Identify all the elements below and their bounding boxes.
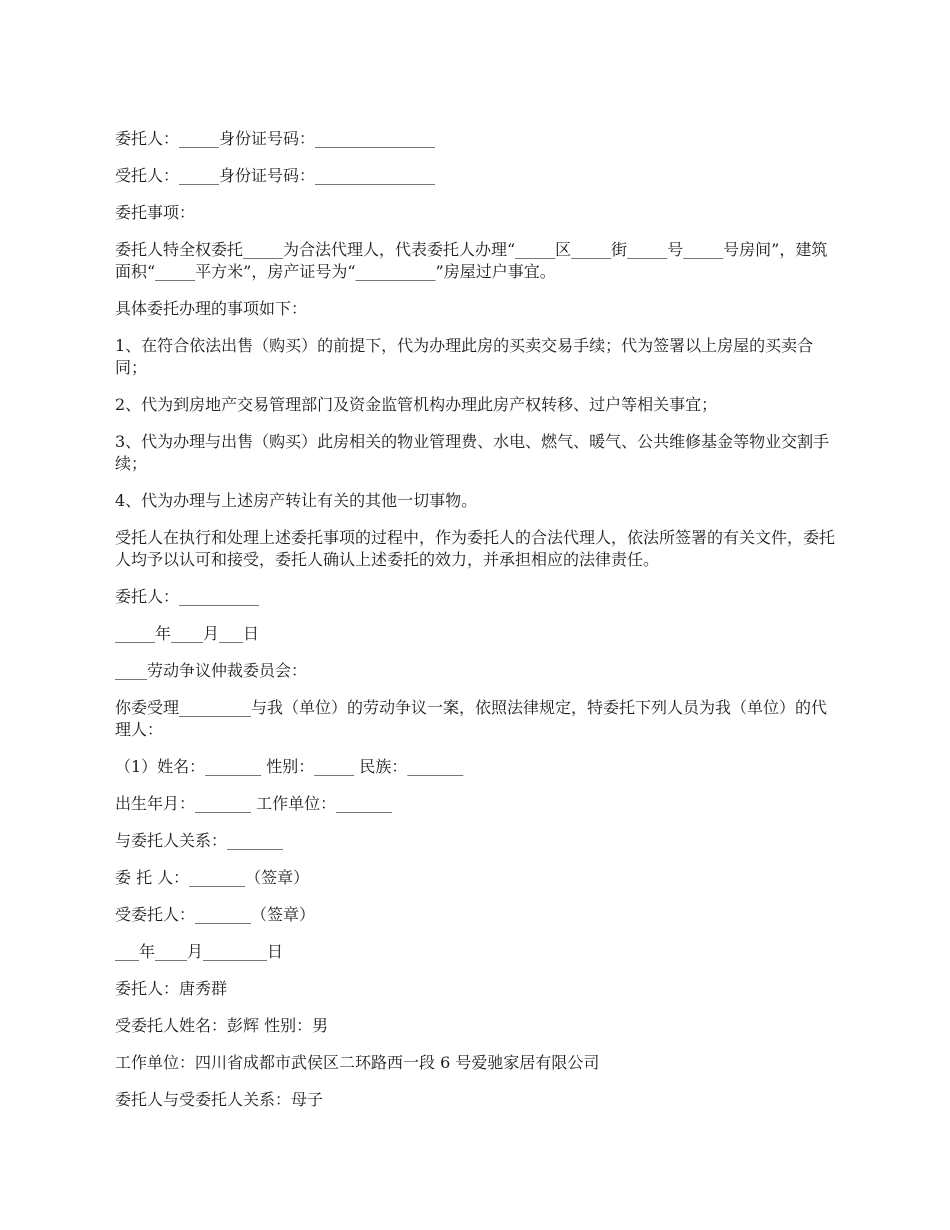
agent-birth-work-line: 出生年月：_______ 工作单位：_______ — [115, 794, 393, 813]
arbitration-paragraph: 你委受理_________与我（单位）的劳动争议一案，依照法律规定，特委托下列人员为我（单位）的代理人： — [115, 698, 828, 739]
legal-effect-paragraph: 受托人在执行和处理上述委托事项的过程中，作为委托人的合法代理人，依法所签署的有关文件，委托人均予以认可和接受，委托人确认上述委托的效力，并承担相应的法律责任。 — [115, 528, 836, 569]
matter-item-4: 4、代为办理与上述房产转让有关的其他一切事物。 — [115, 491, 478, 510]
document-body — [115, 128, 835, 1126]
agent-name-gender-line: 受委托人姓名：彭辉 性别：男 — [115, 1016, 329, 1035]
agent-workplace-line: 工作单位：四川省成都市武侯区二环路西一段 6 号爱驰家居有限公司 — [115, 1053, 600, 1072]
principal-seal-line: 委 托 人：_______（签章） — [115, 868, 310, 887]
principal-agent-relation-line: 委托人与受委托人关系：母子 — [115, 1090, 324, 1109]
matters-intro: 具体委托办理的事项如下： — [115, 299, 308, 318]
matter-item-3: 3、代为办理与出售（购买）此房相关的物业管理费、水电、燃气、暖气、公共维修基金等物业交割手续； — [115, 432, 830, 473]
principal-name-line: 委托人：唐秀群 — [115, 979, 228, 998]
authorization-paragraph: 委托人特全权委托_____为合法代理人，代表委托人办理“_____区_____街_____号_____号房间”，建筑面积“_____平方米”，房产证号为“__________”房屋过户事宜。 — [115, 240, 828, 281]
agent-seal-line: 受委托人：_______（签章） — [115, 905, 316, 924]
matter-item-2: 2、代为到房地产交易管理部门及资金监管机构办理此房产权转移、过户等相关事宜； — [115, 395, 718, 414]
seal-date-line: ___年____月________日 — [115, 942, 284, 961]
agent-basic-info-line: （1）姓名：_______ 性别：_____ 民族：_______ — [115, 757, 464, 776]
agent-id-line: 受托人：_____身份证号码：_______________ — [115, 166, 436, 185]
arbitration-committee-salutation: ____劳动争议仲裁委员会： — [115, 661, 308, 680]
entrusted-matters-heading: 委托事项： — [115, 203, 196, 222]
agent-relation-line: 与委托人关系：_______ — [115, 831, 284, 850]
principal-signature-line: 委托人：__________ — [115, 587, 260, 606]
date-line: _____年____月___日 — [115, 624, 260, 643]
matter-item-1: 1、在符合依法出售（购买）的前提下，代为办理此房的买卖交易手续；代为签署以上房屋的买卖合同； — [115, 336, 814, 377]
principal-id-line: 委托人：_____身份证号码：_______________ — [115, 129, 436, 148]
